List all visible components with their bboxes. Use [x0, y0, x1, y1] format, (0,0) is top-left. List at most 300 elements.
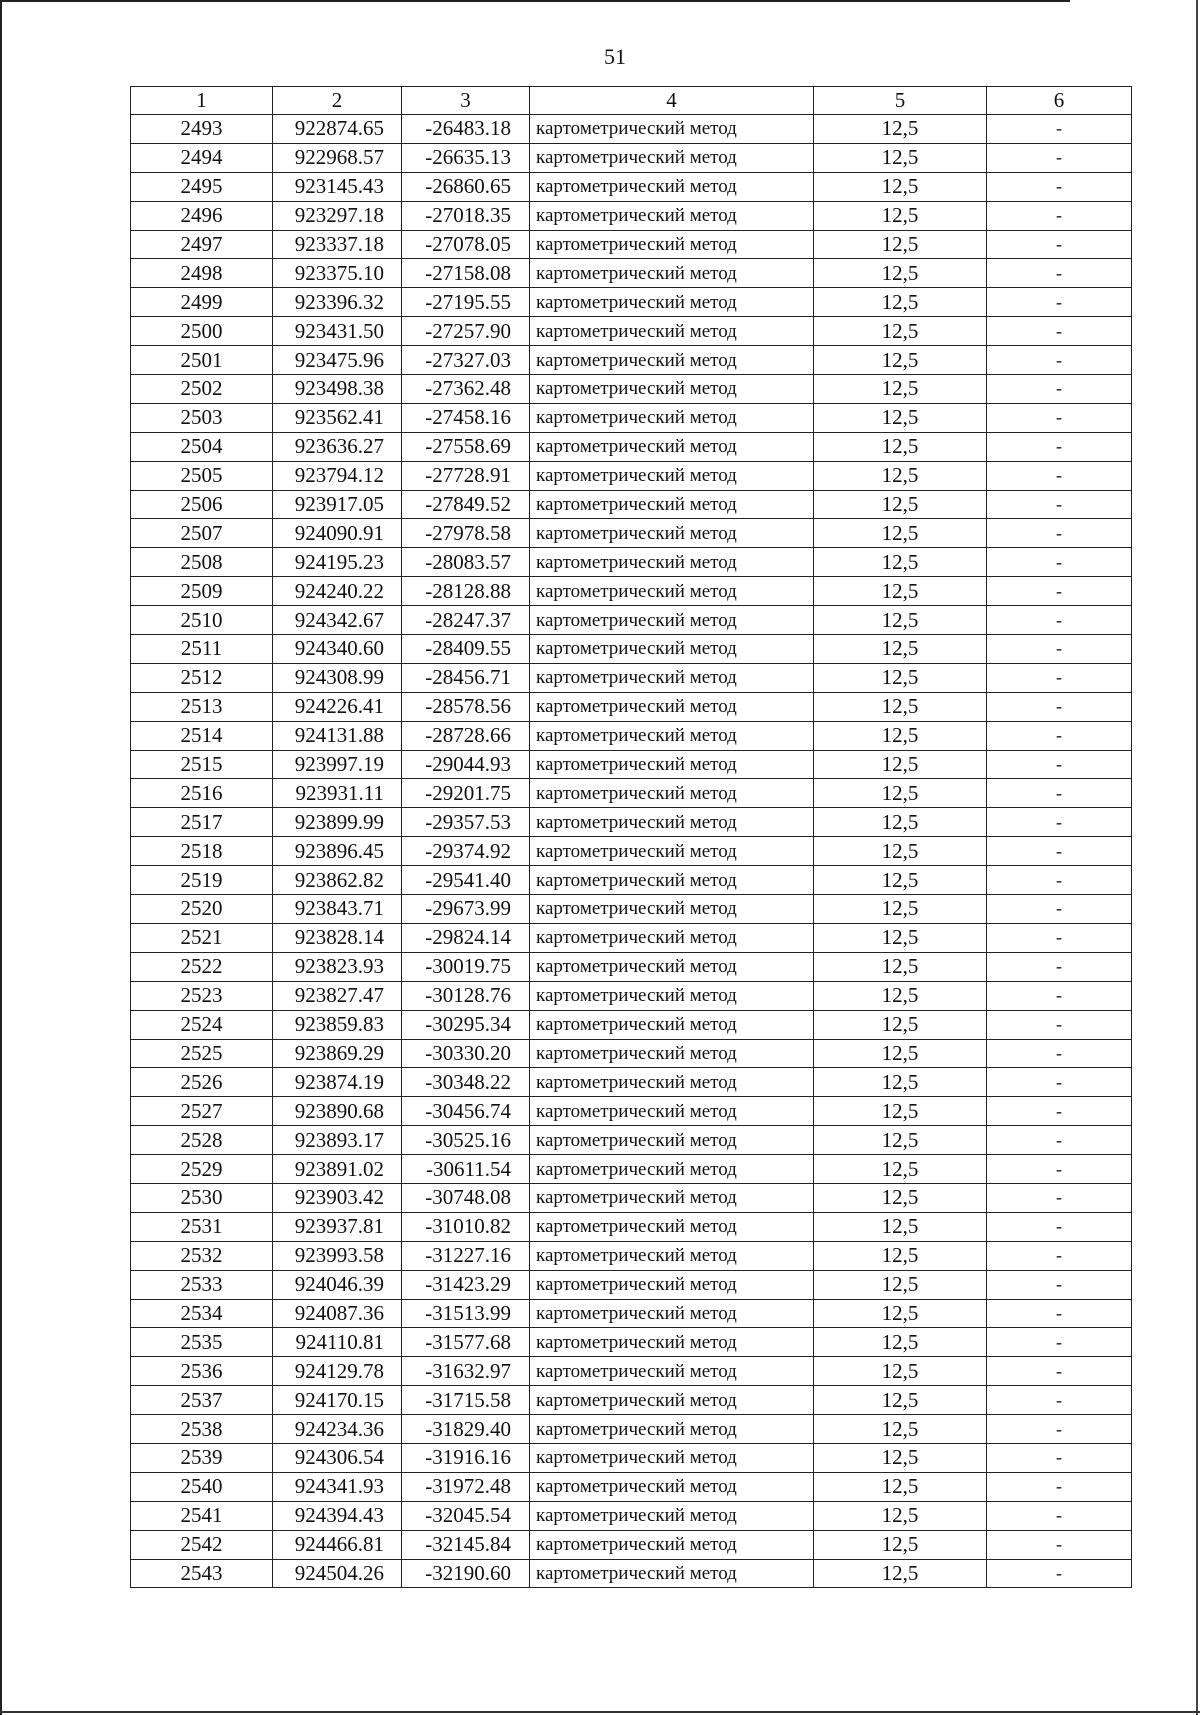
y-coordinate-cell: -32045.54 [402, 1501, 530, 1530]
note-cell: - [987, 1241, 1132, 1270]
point-number-cell: 2509 [131, 577, 273, 606]
y-coordinate-cell: -31972.48 [402, 1472, 530, 1501]
y-coordinate-cell: -28247.37 [402, 606, 530, 635]
x-coordinate-cell: 924306.54 [273, 1443, 402, 1472]
accuracy-cell: 12,5 [814, 1270, 987, 1299]
x-coordinate-cell: 924129.78 [273, 1357, 402, 1386]
table-row [131, 230, 1132, 259]
accuracy-cell: 12,5 [814, 577, 987, 606]
y-coordinate-cell: -28728.66 [402, 721, 530, 750]
table-row [131, 288, 1132, 317]
y-coordinate-cell: -30525.16 [402, 1126, 530, 1155]
accuracy-cell: 12,5 [814, 1386, 987, 1415]
method-cell: картометрический метод [530, 1472, 814, 1501]
point-number-cell: 2520 [131, 895, 273, 924]
method-cell: картометрический метод [530, 1357, 814, 1386]
method-cell: картометрический метод [530, 779, 814, 808]
method-cell: картометрический метод [530, 692, 814, 721]
y-coordinate-cell: -28083.57 [402, 548, 530, 577]
y-coordinate-cell: -28578.56 [402, 692, 530, 721]
point-number-cell: 2504 [131, 432, 273, 461]
note-cell: - [987, 866, 1132, 895]
point-number-cell: 2512 [131, 663, 273, 692]
point-number-cell: 2499 [131, 288, 273, 317]
table-row [131, 1530, 1132, 1559]
accuracy-cell: 12,5 [814, 721, 987, 750]
accuracy-cell: 12,5 [814, 403, 987, 432]
y-coordinate-cell: -30295.34 [402, 1010, 530, 1039]
point-number-cell: 2500 [131, 317, 273, 346]
table-row [131, 432, 1132, 461]
y-coordinate-cell: -31423.29 [402, 1270, 530, 1299]
x-coordinate-cell: 924226.41 [273, 692, 402, 721]
table-row [131, 1241, 1132, 1270]
table-row [131, 403, 1132, 432]
x-coordinate-cell: 924046.39 [273, 1270, 402, 1299]
x-coordinate-cell: 923794.12 [273, 461, 402, 490]
point-number-cell: 2534 [131, 1299, 273, 1328]
x-coordinate-cell: 923396.32 [273, 288, 402, 317]
note-cell: - [987, 1039, 1132, 1068]
y-coordinate-cell: -30128.76 [402, 981, 530, 1010]
x-coordinate-cell: 924195.23 [273, 548, 402, 577]
x-coordinate-cell: 923562.41 [273, 403, 402, 432]
note-cell: - [987, 1357, 1132, 1386]
method-cell: картометрический метод [530, 519, 814, 548]
note-cell: - [987, 230, 1132, 259]
table-row [131, 635, 1132, 664]
method-cell: картометрический метод [530, 288, 814, 317]
accuracy-cell: 12,5 [814, 952, 987, 981]
x-coordinate-cell: 923997.19 [273, 750, 402, 779]
note-cell: - [987, 1183, 1132, 1212]
table-row [131, 490, 1132, 519]
table-row [131, 837, 1132, 866]
accuracy-cell: 12,5 [814, 1097, 987, 1126]
y-coordinate-cell: -31227.16 [402, 1241, 530, 1270]
table-row [131, 1010, 1132, 1039]
x-coordinate-cell: 923931.11 [273, 779, 402, 808]
table-row [131, 1155, 1132, 1184]
note-cell: - [987, 1212, 1132, 1241]
point-number-cell: 2515 [131, 750, 273, 779]
accuracy-cell: 12,5 [814, 115, 987, 144]
method-cell: картометрический метод [530, 1559, 814, 1588]
point-number-cell: 2525 [131, 1039, 273, 1068]
x-coordinate-cell: 922874.65 [273, 115, 402, 144]
method-cell: картометрический метод [530, 1415, 814, 1444]
table-row [131, 1501, 1132, 1530]
y-coordinate-cell: -27078.05 [402, 230, 530, 259]
accuracy-cell: 12,5 [814, 606, 987, 635]
accuracy-cell: 12,5 [814, 1039, 987, 1068]
accuracy-cell: 12,5 [814, 432, 987, 461]
note-cell: - [987, 403, 1132, 432]
point-number-cell: 2542 [131, 1530, 273, 1559]
y-coordinate-cell: -27978.58 [402, 519, 530, 548]
note-cell: - [987, 317, 1132, 346]
y-coordinate-cell: -27728.91 [402, 461, 530, 490]
table-row [131, 115, 1132, 144]
table-row [131, 577, 1132, 606]
accuracy-cell: 12,5 [814, 519, 987, 548]
point-number-cell: 2526 [131, 1068, 273, 1097]
method-cell: картометрический метод [530, 635, 814, 664]
point-number-cell: 2493 [131, 115, 273, 144]
x-coordinate-cell: 923636.27 [273, 432, 402, 461]
table-row [131, 895, 1132, 924]
method-cell: картометрический метод [530, 1155, 814, 1184]
table-row [131, 1270, 1132, 1299]
note-cell: - [987, 606, 1132, 635]
x-coordinate-cell: 923891.02 [273, 1155, 402, 1184]
table-row [131, 1183, 1132, 1212]
point-number-cell: 2533 [131, 1270, 273, 1299]
table-row [131, 692, 1132, 721]
point-number-cell: 2503 [131, 403, 273, 432]
note-cell: - [987, 288, 1132, 317]
note-cell: - [987, 1443, 1132, 1472]
table-row [131, 259, 1132, 288]
method-cell: картометрический метод [530, 1126, 814, 1155]
note-cell: - [987, 432, 1132, 461]
x-coordinate-cell: 923899.99 [273, 808, 402, 837]
method-cell: картометрический метод [530, 375, 814, 404]
x-coordinate-cell: 923828.14 [273, 923, 402, 952]
y-coordinate-cell: -28128.88 [402, 577, 530, 606]
accuracy-cell: 12,5 [814, 1357, 987, 1386]
method-cell: картометрический метод [530, 808, 814, 837]
y-coordinate-cell: -26635.13 [402, 143, 530, 172]
method-cell: картометрический метод [530, 1386, 814, 1415]
x-coordinate-cell: 923859.83 [273, 1010, 402, 1039]
method-cell: картометрический метод [530, 1501, 814, 1530]
column-header: 4 [530, 87, 814, 115]
y-coordinate-cell: -30748.08 [402, 1183, 530, 1212]
table-row [131, 375, 1132, 404]
note-cell: - [987, 663, 1132, 692]
point-number-cell: 2506 [131, 490, 273, 519]
method-cell: картометрический метод [530, 606, 814, 635]
table-row [131, 923, 1132, 952]
accuracy-cell: 12,5 [814, 635, 987, 664]
note-cell: - [987, 461, 1132, 490]
point-number-cell: 2522 [131, 952, 273, 981]
x-coordinate-cell: 923431.50 [273, 317, 402, 346]
note-cell: - [987, 1530, 1132, 1559]
x-coordinate-cell: 923874.19 [273, 1068, 402, 1097]
y-coordinate-cell: -32145.84 [402, 1530, 530, 1559]
point-number-cell: 2494 [131, 143, 273, 172]
x-coordinate-cell: 924240.22 [273, 577, 402, 606]
point-number-cell: 2505 [131, 461, 273, 490]
table-body [131, 115, 1132, 1588]
method-cell: картометрический метод [530, 548, 814, 577]
y-coordinate-cell: -29201.75 [402, 779, 530, 808]
y-coordinate-cell: -30456.74 [402, 1097, 530, 1126]
note-cell: - [987, 1155, 1132, 1184]
accuracy-cell: 12,5 [814, 866, 987, 895]
table-row [131, 461, 1132, 490]
table-row [131, 663, 1132, 692]
note-cell: - [987, 115, 1132, 144]
method-cell: картометрический метод [530, 952, 814, 981]
accuracy-cell: 12,5 [814, 1155, 987, 1184]
note-cell: - [987, 1097, 1132, 1126]
y-coordinate-cell: -29374.92 [402, 837, 530, 866]
method-cell: картометрический метод [530, 1212, 814, 1241]
x-coordinate-cell: 924110.81 [273, 1328, 402, 1357]
point-number-cell: 2498 [131, 259, 273, 288]
method-cell: картометрический метод [530, 1183, 814, 1212]
table-row [131, 1357, 1132, 1386]
method-cell: картометрический метод [530, 317, 814, 346]
note-cell: - [987, 375, 1132, 404]
y-coordinate-cell: -29044.93 [402, 750, 530, 779]
method-cell: картометрический метод [530, 837, 814, 866]
note-cell: - [987, 548, 1132, 577]
note-cell: - [987, 721, 1132, 750]
point-number-cell: 2521 [131, 923, 273, 952]
accuracy-cell: 12,5 [814, 1068, 987, 1097]
y-coordinate-cell: -31513.99 [402, 1299, 530, 1328]
note-cell: - [987, 779, 1132, 808]
accuracy-cell: 12,5 [814, 1010, 987, 1039]
accuracy-cell: 12,5 [814, 1559, 987, 1588]
x-coordinate-cell: 923890.68 [273, 1097, 402, 1126]
x-coordinate-cell: 924394.43 [273, 1501, 402, 1530]
y-coordinate-cell: -31829.40 [402, 1415, 530, 1444]
point-number-cell: 2513 [131, 692, 273, 721]
note-cell: - [987, 519, 1132, 548]
x-coordinate-cell: 923917.05 [273, 490, 402, 519]
x-coordinate-cell: 923893.17 [273, 1126, 402, 1155]
scan-edge-bottom [0, 1711, 1200, 1713]
accuracy-cell: 12,5 [814, 230, 987, 259]
method-cell: картометрический метод [530, 230, 814, 259]
table-row [131, 1386, 1132, 1415]
point-number-cell: 2516 [131, 779, 273, 808]
accuracy-cell: 12,5 [814, 1501, 987, 1530]
x-coordinate-cell: 923827.47 [273, 981, 402, 1010]
x-coordinate-cell: 924504.26 [273, 1559, 402, 1588]
column-header: 2 [273, 87, 402, 115]
method-cell: картометрический метод [530, 1068, 814, 1097]
y-coordinate-cell: -27158.08 [402, 259, 530, 288]
x-coordinate-cell: 923297.18 [273, 201, 402, 230]
table-row [131, 1126, 1132, 1155]
y-coordinate-cell: -29673.99 [402, 895, 530, 924]
x-coordinate-cell: 923903.42 [273, 1183, 402, 1212]
x-coordinate-cell: 923337.18 [273, 230, 402, 259]
point-number-cell: 2532 [131, 1241, 273, 1270]
method-cell: картометрический метод [530, 461, 814, 490]
method-cell: картометрический метод [530, 895, 814, 924]
accuracy-cell: 12,5 [814, 1443, 987, 1472]
table-row [131, 172, 1132, 201]
method-cell: картометрический метод [530, 1097, 814, 1126]
accuracy-cell: 12,5 [814, 143, 987, 172]
table-row [131, 1472, 1132, 1501]
point-number-cell: 2495 [131, 172, 273, 201]
point-number-cell: 2517 [131, 808, 273, 837]
column-header: 5 [814, 87, 987, 115]
point-number-cell: 2536 [131, 1357, 273, 1386]
method-cell: картометрический метод [530, 1010, 814, 1039]
accuracy-cell: 12,5 [814, 1530, 987, 1559]
accuracy-cell: 12,5 [814, 1126, 987, 1155]
y-coordinate-cell: -30330.20 [402, 1039, 530, 1068]
method-cell: картометрический метод [530, 172, 814, 201]
y-coordinate-cell: -27558.69 [402, 432, 530, 461]
point-number-cell: 2531 [131, 1212, 273, 1241]
x-coordinate-cell: 924090.91 [273, 519, 402, 548]
note-cell: - [987, 1472, 1132, 1501]
table-row [131, 1039, 1132, 1068]
table-row [131, 317, 1132, 346]
table-row [131, 519, 1132, 548]
y-coordinate-cell: -31715.58 [402, 1386, 530, 1415]
table-row [131, 1443, 1132, 1472]
y-coordinate-cell: -27849.52 [402, 490, 530, 519]
table-row [131, 750, 1132, 779]
y-coordinate-cell: -31010.82 [402, 1212, 530, 1241]
point-number-cell: 2501 [131, 346, 273, 375]
point-number-cell: 2528 [131, 1126, 273, 1155]
method-cell: картометрический метод [530, 663, 814, 692]
method-cell: картометрический метод [530, 981, 814, 1010]
point-number-cell: 2530 [131, 1183, 273, 1212]
x-coordinate-cell: 923993.58 [273, 1241, 402, 1270]
note-cell: - [987, 1270, 1132, 1299]
note-cell: - [987, 1386, 1132, 1415]
point-number-cell: 2524 [131, 1010, 273, 1039]
y-coordinate-cell: -32190.60 [402, 1559, 530, 1588]
table-row [131, 1415, 1132, 1444]
method-cell: картометрический метод [530, 1530, 814, 1559]
point-number-cell: 2541 [131, 1501, 273, 1530]
accuracy-cell: 12,5 [814, 779, 987, 808]
method-cell: картометрический метод [530, 143, 814, 172]
table-row [131, 143, 1132, 172]
point-number-cell: 2497 [131, 230, 273, 259]
method-cell: картометрический метод [530, 1299, 814, 1328]
table-row [131, 548, 1132, 577]
x-coordinate-cell: 923145.43 [273, 172, 402, 201]
accuracy-cell: 12,5 [814, 288, 987, 317]
x-coordinate-cell: 922968.57 [273, 143, 402, 172]
method-cell: картометрический метод [530, 1270, 814, 1299]
y-coordinate-cell: -28456.71 [402, 663, 530, 692]
point-number-cell: 2507 [131, 519, 273, 548]
table-row [131, 721, 1132, 750]
x-coordinate-cell: 924341.93 [273, 1472, 402, 1501]
x-coordinate-cell: 923896.45 [273, 837, 402, 866]
y-coordinate-cell: -31916.16 [402, 1443, 530, 1472]
method-cell: картометрический метод [530, 1328, 814, 1357]
table-row [131, 1299, 1132, 1328]
accuracy-cell: 12,5 [814, 461, 987, 490]
note-cell: - [987, 692, 1132, 721]
point-number-cell: 2518 [131, 837, 273, 866]
point-number-cell: 2519 [131, 866, 273, 895]
note-cell: - [987, 201, 1132, 230]
y-coordinate-cell: -27018.35 [402, 201, 530, 230]
note-cell: - [987, 1559, 1132, 1588]
note-cell: - [987, 635, 1132, 664]
method-cell: картометрический метод [530, 577, 814, 606]
method-cell: картометрический метод [530, 115, 814, 144]
table-row [131, 808, 1132, 837]
method-cell: картометрический метод [530, 432, 814, 461]
note-cell: - [987, 981, 1132, 1010]
point-number-cell: 2514 [131, 721, 273, 750]
column-header: 1 [131, 87, 273, 115]
table-row [131, 201, 1132, 230]
accuracy-cell: 12,5 [814, 1212, 987, 1241]
note-cell: - [987, 259, 1132, 288]
column-header: 3 [402, 87, 530, 115]
note-cell: - [987, 143, 1132, 172]
note-cell: - [987, 346, 1132, 375]
note-cell: - [987, 750, 1132, 779]
x-coordinate-cell: 923869.29 [273, 1039, 402, 1068]
method-cell: картометрический метод [530, 923, 814, 952]
y-coordinate-cell: -27195.55 [402, 288, 530, 317]
accuracy-cell: 12,5 [814, 808, 987, 837]
method-cell: картометрический метод [530, 721, 814, 750]
method-cell: картометрический метод [530, 490, 814, 519]
method-cell: картометрический метод [530, 1039, 814, 1068]
accuracy-cell: 12,5 [814, 1241, 987, 1270]
y-coordinate-cell: -27458.16 [402, 403, 530, 432]
page-number: 51 [604, 44, 626, 69]
note-cell: - [987, 837, 1132, 866]
x-coordinate-cell: 923823.93 [273, 952, 402, 981]
note-cell: - [987, 1501, 1132, 1530]
accuracy-cell: 12,5 [814, 750, 987, 779]
point-number-cell: 2511 [131, 635, 273, 664]
note-cell: - [987, 1068, 1132, 1097]
point-number-cell: 2523 [131, 981, 273, 1010]
x-coordinate-cell: 923843.71 [273, 895, 402, 924]
point-number-cell: 2535 [131, 1328, 273, 1357]
x-coordinate-cell: 924342.67 [273, 606, 402, 635]
method-cell: картометрический метод [530, 259, 814, 288]
method-cell: картометрический метод [530, 346, 814, 375]
accuracy-cell: 12,5 [814, 692, 987, 721]
x-coordinate-cell: 923375.10 [273, 259, 402, 288]
y-coordinate-cell: -31632.97 [402, 1357, 530, 1386]
point-number-cell: 2510 [131, 606, 273, 635]
y-coordinate-cell: -26483.18 [402, 115, 530, 144]
column-header: 6 [987, 87, 1132, 115]
note-cell: - [987, 1299, 1132, 1328]
point-number-cell: 2527 [131, 1097, 273, 1126]
table-row [131, 1097, 1132, 1126]
accuracy-cell: 12,5 [814, 923, 987, 952]
x-coordinate-cell: 923937.81 [273, 1212, 402, 1241]
table-row [131, 346, 1132, 375]
point-number-cell: 2502 [131, 375, 273, 404]
accuracy-cell: 12,5 [814, 1183, 987, 1212]
scan-edge-left [0, 0, 2, 1715]
note-cell: - [987, 923, 1132, 952]
scan-edge-top [0, 0, 1070, 2]
method-cell: картометрический метод [530, 201, 814, 230]
y-coordinate-cell: -27362.48 [402, 375, 530, 404]
scan-edge-right [1196, 0, 1198, 1715]
